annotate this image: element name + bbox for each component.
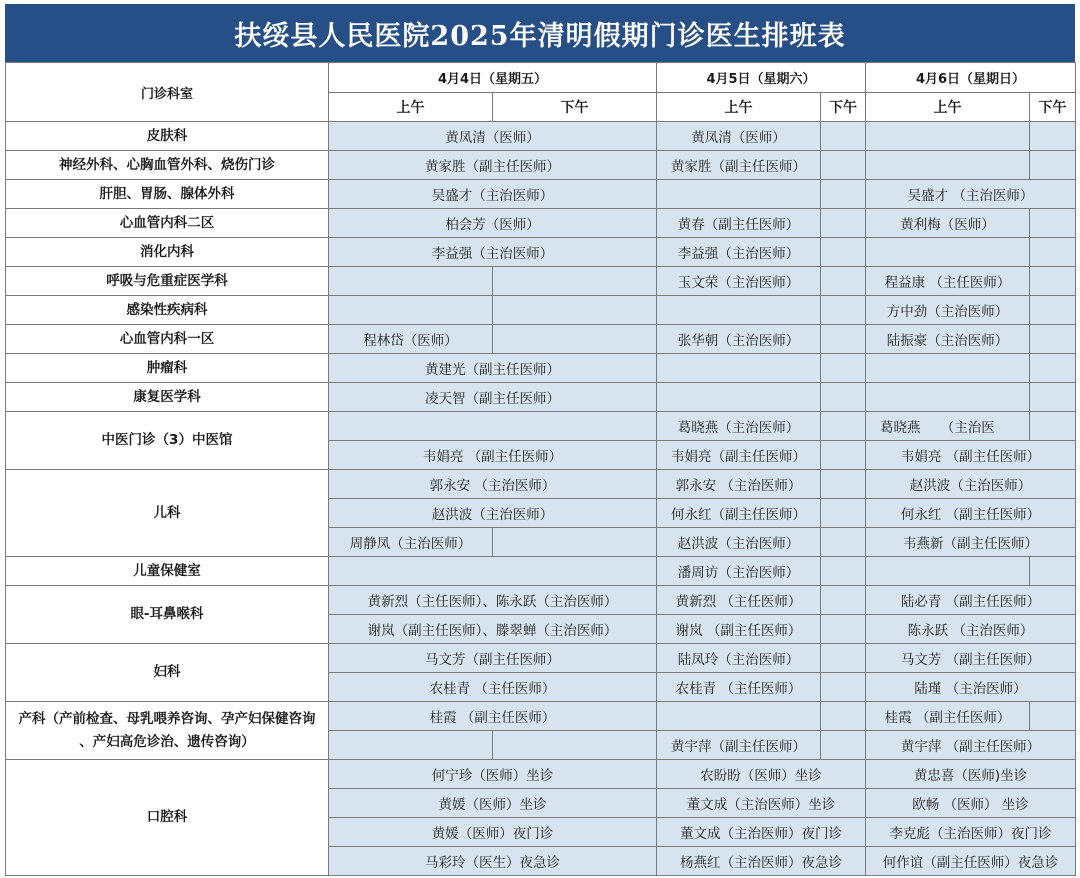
day3-am-cell [866, 151, 1030, 180]
day2-pm-cell [821, 528, 866, 557]
day2-pm-cell [821, 383, 866, 412]
page-title: 扶绥县人民医院2025年清明假期门诊医生排班表 [5, 4, 1075, 62]
day1-cell: 黄家胜（副主任医师） [329, 151, 657, 180]
dept-name: 妇科 [6, 644, 329, 702]
day3-pm-cell [1030, 383, 1076, 412]
dept-name: 呼吸与危重症医学科 [6, 267, 329, 296]
table-row [6, 296, 1076, 325]
day3-pm-cell [1030, 151, 1076, 180]
day2-pm-cell [821, 731, 866, 760]
day2-pm-cell [821, 586, 866, 615]
day1-am-cell [329, 731, 493, 760]
day3-am-cell [866, 238, 1030, 267]
day1-pm-cell [493, 528, 657, 557]
table-row [6, 702, 1076, 731]
table-row [6, 557, 1076, 586]
day2-cell: 董文成（主治医师）夜门诊 [657, 818, 866, 847]
day3-header: 4月6日（星期日） [866, 63, 1076, 93]
dept-name: 神经外科、心胸血管外科、烧伤门诊 [6, 151, 329, 180]
day2-pm-cell [821, 180, 866, 209]
day2-am-cell: 张华朝（主治医师） [657, 325, 821, 354]
day2-pm-cell [821, 441, 866, 470]
day2-am-cell: 陆凤玲（主治医师） [657, 644, 821, 673]
schedule-table [5, 62, 1076, 876]
day1-cell: 凌天智（副主任医师） [329, 383, 657, 412]
day1-am-cell [329, 267, 493, 296]
dept-name-line1: 产科（产前检查、母乳喂养咨询、孕产妇保健咨询 [18, 710, 316, 727]
day1-cell: 黄建光（副主任医师） [329, 354, 657, 383]
day3-cell: 欧畅 （医师） 坐诊 [866, 789, 1076, 818]
dept-name: 眼-耳鼻喉科 [6, 586, 329, 644]
day3-cell: 陆瑾 （主治医师） [866, 673, 1076, 702]
day3-am-cell: 方中劲（主治医师） [866, 296, 1030, 325]
table-row [6, 760, 1076, 789]
day1-cell: 桂霞 （副主任医师） [329, 702, 657, 731]
dept-name: 皮肤科 [6, 122, 329, 151]
day2-am-cell: 黄春（副主任医师） [657, 209, 821, 238]
day3-pm-cell [1030, 296, 1076, 325]
day1-pm-cell [493, 296, 657, 325]
day1-am-cell: 周静凤（主治医师） [329, 528, 493, 557]
day1-am-cell [329, 296, 493, 325]
day2-pm-cell [821, 615, 866, 644]
day3-cell: 陈永跃 （主治医师） [866, 615, 1076, 644]
day2-pm-cell [821, 354, 866, 383]
day2-pm-cell [821, 702, 866, 731]
day1-cell: 黄媛（医师）坐诊 [329, 789, 657, 818]
day2-am-cell: 郭永安 （主治医师） [657, 470, 821, 499]
dept-name: 感染性疾病科 [6, 296, 329, 325]
day3-cell: 韦燕新（副主任医师） [866, 528, 1076, 557]
day3-cell: 何永红 （副主任医师） [866, 499, 1076, 528]
day2-pm-cell [821, 151, 866, 180]
day3-am-cell: 陆振豪（主治医师） [866, 325, 1030, 354]
day2-cell: 杨燕红（主治医师）夜急诊 [657, 847, 866, 876]
day2-am-cell: 黄家胜（副主任医师） [657, 151, 821, 180]
table-row [6, 151, 1076, 180]
day2-pm-cell [821, 238, 866, 267]
dept-name: 康复医学科 [6, 383, 329, 412]
day2-am-cell: 潘周访（主治医师） [657, 557, 821, 586]
day1-pm-header: 下午 [493, 93, 657, 122]
day3-am-cell [866, 383, 1030, 412]
dept-name: 儿童保健室 [6, 557, 329, 586]
table-row [6, 122, 1076, 151]
day2-am-cell [657, 180, 821, 209]
day1-cell: 李益强（主治医师） [329, 238, 657, 267]
dept-name: 儿科 [6, 470, 329, 557]
day3-pm-header: 下午 [1030, 93, 1076, 122]
day1-pm-cell [493, 325, 657, 354]
dept-name: 消化内科 [6, 238, 329, 267]
day3-am-cell [866, 557, 1030, 586]
day3-am-cell: 葛晓燕 （主治医 [866, 412, 1030, 441]
dept-name: 肿瘤科 [6, 354, 329, 383]
day2-am-cell: 黄新烈 （主任医师） [657, 586, 821, 615]
day1-cell: 谢岚（副主任医师）、滕翠蝉（主治医师） [329, 615, 657, 644]
day1-cell: 农桂青 （主任医师） [329, 673, 657, 702]
day2-pm-header: 下午 [821, 93, 866, 122]
dept-name: 心血管内科一区 [6, 325, 329, 354]
day2-pm-cell [821, 325, 866, 354]
day3-pm-cell [1030, 354, 1076, 383]
table-row [6, 383, 1076, 412]
day3-cell: 韦娟亮 （副主任医师） [866, 441, 1076, 470]
day2-header: 4月5日（星期六） [657, 63, 866, 93]
day2-pm-cell [821, 122, 866, 151]
day3-am-cell: 黄利梅（医师） [866, 209, 1030, 238]
table-row [6, 180, 1076, 209]
day2-am-cell [657, 702, 821, 731]
day2-am-cell [657, 383, 821, 412]
day2-am-cell: 赵洪波（主治医师） [657, 528, 821, 557]
dept-name: 口腔科 [6, 760, 329, 876]
day1-cell: 韦娟亮 （副主任医师） [329, 441, 657, 470]
day3-cell: 黄忠喜（医师)坐诊 [866, 760, 1076, 789]
day3-pm-cell [1030, 557, 1076, 586]
day3-cell: 何作谊（副主任医师）夜急诊 [866, 847, 1076, 876]
day3-pm-cell [1030, 702, 1076, 731]
day2-am-cell: 韦娟亮（副主任医师） [657, 441, 821, 470]
day1-cell: 郭永安 （主治医师） [329, 470, 657, 499]
day3-am-cell: 程益康 （主任医师） [866, 267, 1030, 296]
day2-am-cell: 谢岚 （副主任医师） [657, 615, 821, 644]
day3-pm-cell [1030, 325, 1076, 354]
day1-pm-cell [493, 731, 657, 760]
day1-cell [329, 412, 657, 441]
day3-pm-cell [1030, 238, 1076, 267]
day2-pm-cell [821, 557, 866, 586]
day1-cell: 柏会芳（医师） [329, 209, 657, 238]
day3-cell: 吴盛才 （主治医师） [866, 180, 1076, 209]
day2-pm-cell [821, 267, 866, 296]
table-row [6, 586, 1076, 615]
day3-cell: 赵洪波（主治医师） [866, 470, 1076, 499]
day1-cell [329, 557, 657, 586]
day2-am-cell [657, 296, 821, 325]
day2-am-cell: 何永红（副主任医师） [657, 499, 821, 528]
day3-cell: 陆必青 （副主任医师） [866, 586, 1076, 615]
day1-cell: 赵洪波（主治医师） [329, 499, 657, 528]
day2-am-cell: 黄凤清（医师） [657, 122, 821, 151]
day2-pm-cell [821, 673, 866, 702]
table-row [6, 238, 1076, 267]
dept-name-line2: 、产妇高危诊治、遗传咨询） [79, 733, 255, 750]
day1-cell: 马彩玲（医生）夜急诊 [329, 847, 657, 876]
dept-name: 肝胆、胃肠、腺体外科 [6, 180, 329, 209]
table-row [6, 325, 1076, 354]
day3-cell: 黄宇萍 （副主任医师） [866, 731, 1076, 760]
day1-cell: 吴盛才（主治医师） [329, 180, 657, 209]
day1-pm-cell [493, 267, 657, 296]
day1-header: 4月4日（星期五） [329, 63, 657, 93]
day3-cell: 马文芳 （副主任医师） [866, 644, 1076, 673]
day1-cell: 黄新烈（主任医师）、陈永跃（主治医师） [329, 586, 657, 615]
day3-cell: 李克彪（主治医师）夜门诊 [866, 818, 1076, 847]
day3-am-header: 上午 [866, 93, 1030, 122]
day1-am-header: 上午 [329, 93, 493, 122]
day2-am-cell: 葛晓燕（主治医师） [657, 412, 821, 441]
table-row [6, 267, 1076, 296]
day3-pm-cell [1030, 122, 1076, 151]
day2-am-cell: 黄宇萍（副主任医师） [657, 731, 821, 760]
day2-am-cell: 玉文荣（主治医师） [657, 267, 821, 296]
day3-pm-cell [1030, 412, 1076, 441]
table-row [6, 209, 1076, 238]
day2-am-cell: 李益强（主治医师） [657, 238, 821, 267]
day3-pm-cell [1030, 267, 1076, 296]
dept-column-header: 门诊科室 [6, 63, 329, 122]
day2-cell: 董文成（主治医师）坐诊 [657, 789, 866, 818]
dept-name: 中医门诊（3）中医馆 [6, 412, 329, 470]
dept-name [6, 702, 329, 760]
day2-am-cell: 农桂青 （主任医师） [657, 673, 821, 702]
day2-pm-cell [821, 296, 866, 325]
day2-am-header: 上午 [657, 93, 821, 122]
day2-cell: 农盼盼（医师）坐诊 [657, 760, 866, 789]
day3-am-cell: 桂霞 （副主任医师） [866, 702, 1030, 731]
day1-cell: 马文芳（副主任医师） [329, 644, 657, 673]
day2-pm-cell [821, 209, 866, 238]
table-row [6, 412, 1076, 441]
day1-cell: 黄凤清（医师） [329, 122, 657, 151]
day2-am-cell [657, 354, 821, 383]
day1-am-cell: 程林岱（医师） [329, 325, 493, 354]
day3-pm-cell [1030, 209, 1076, 238]
day2-pm-cell [821, 644, 866, 673]
day2-pm-cell [821, 470, 866, 499]
table-row [6, 644, 1076, 673]
day2-pm-cell [821, 412, 866, 441]
day1-cell: 黄媛（医师）夜门诊 [329, 818, 657, 847]
day2-pm-cell [821, 499, 866, 528]
day1-cell: 何宁珍（医师）坐诊 [329, 760, 657, 789]
dept-name: 心血管内科二区 [6, 209, 329, 238]
table-row [6, 470, 1076, 499]
day3-am-cell [866, 122, 1030, 151]
table-row [6, 354, 1076, 383]
day3-am-cell [866, 354, 1030, 383]
